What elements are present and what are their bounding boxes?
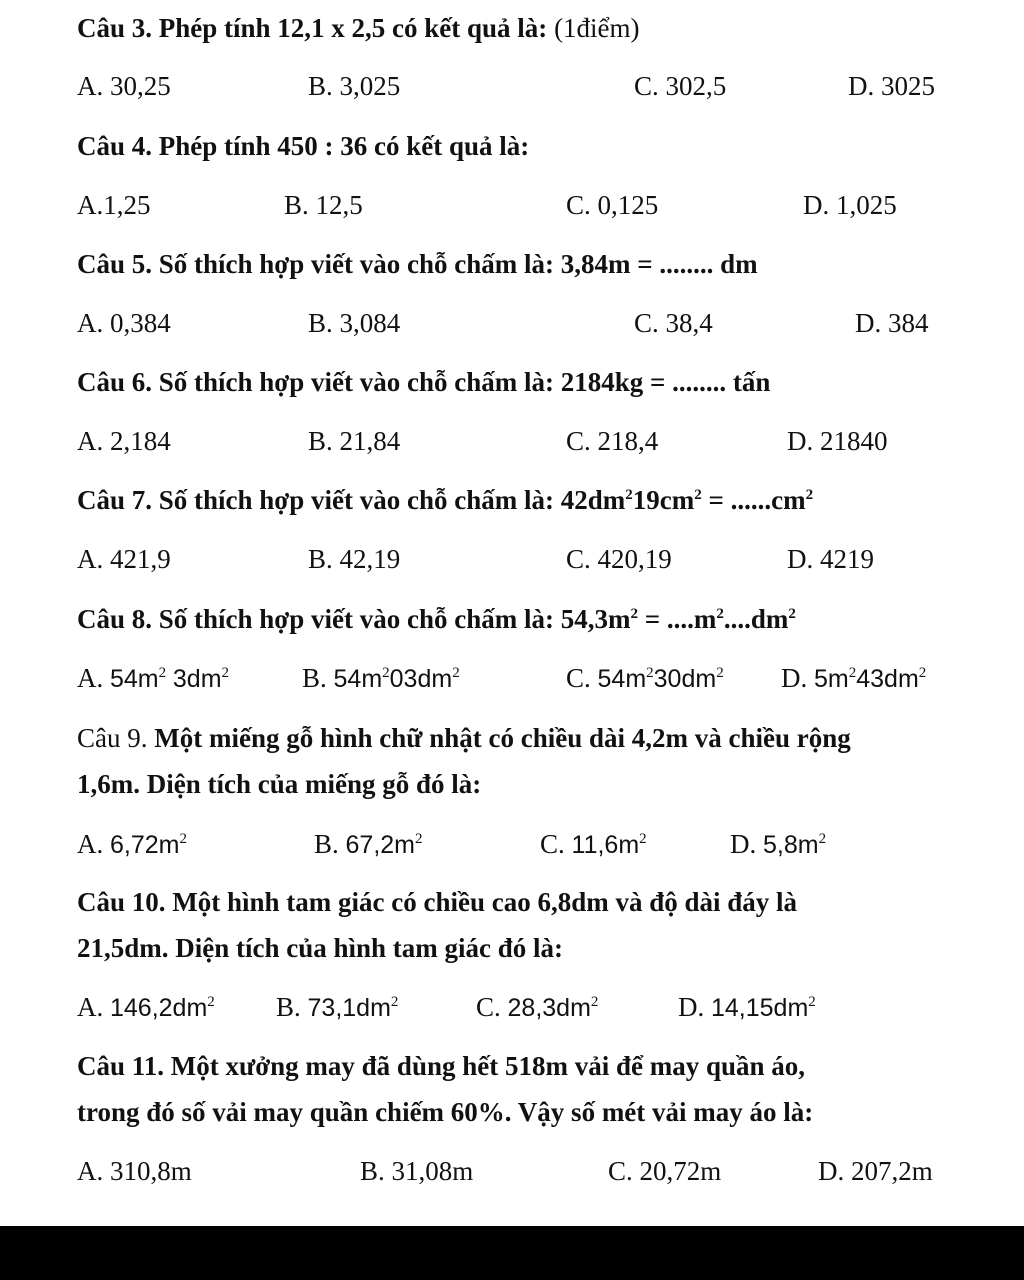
option-c[interactable]: C. 302,5 [634,71,727,101]
question-9-line-2 [77,768,481,800]
exponent: 2 [805,487,814,503]
option-c[interactable]: C. 0,125 [566,190,659,220]
question-4 [77,130,529,162]
question-3 [77,12,640,44]
option-d[interactable]: D. 384 [855,308,929,338]
blank: ........ [659,249,714,279]
question-10-line-2 [77,932,563,964]
option-b[interactable]: B. 31,08m [360,1156,474,1186]
question-text-line-2: 21,5dm. Diện tích của hình tam giác đó là: [77,933,564,963]
question-text: Phép tính 12,1 x 2,5 có kết quả là: [158,13,548,43]
option-c[interactable]: C. 218,4 [566,426,659,456]
question-11 [77,1050,805,1082]
question-text: Số thích hợp viết vào chỗ chấm là: 2184kg = [158,367,666,397]
question-label: Câu 3. [77,13,153,43]
question-text: Số thích hợp viết vào chỗ chấm là: 3,84m = [158,249,653,279]
option-d[interactable]: D. 1,025 [803,190,897,220]
question-note: (1điểm) [554,13,640,43]
question-text-3: ....dm [723,604,789,634]
unit: dm [720,249,758,279]
option-c[interactable]: C. 38,4 [634,308,713,338]
question-text-line-2: trong đó số vải may quần chiếm 60%. Vậy số mét vải may áo là: [77,1097,814,1127]
option-b[interactable]: B. $54m^203dm^2$ [302,663,460,693]
option-a[interactable]: A. 30,25 [77,71,171,101]
option-c[interactable]: C. 20,72m [608,1156,722,1186]
unit: tấn [732,367,771,397]
question-label: Câu 4. [77,131,153,161]
question-label: Câu 7. [77,485,153,515]
option-a[interactable]: A. $54m^2$ $3dm^2$ [77,663,230,693]
option-d[interactable]: D. $14,15dm^2$ [678,992,816,1022]
question-label: Câu 10. [77,887,166,917]
option-d[interactable]: D. 207,2m [818,1156,933,1186]
question-label: Câu 8. [77,604,153,634]
option-a[interactable]: A. 2,184 [77,426,171,456]
question-text: Một hình tam giác có chiều cao 6,8dm và độ dài đáy là [172,887,798,917]
exponent: 2 [694,487,702,503]
question-6 [77,366,770,398]
option-a[interactable]: A.1,25 [77,190,151,220]
question-10 [77,886,797,918]
option-b[interactable]: B. 3,025 [308,71,401,101]
exponent: 2 [625,487,633,503]
question-text: Số thích hợp viết vào chỗ chấm là: 42dm [158,485,626,515]
exponent: 2 [630,606,638,622]
option-a[interactable]: A. 421,9 [77,544,171,574]
question-label: Câu 9. [77,723,148,753]
option-c[interactable]: C. $54m^230dm^2$ [566,663,724,693]
question-11-line-2 [77,1096,813,1128]
question-9 [77,722,851,754]
question-text-3: = ......cm [701,485,806,515]
question-text: Phép tính 450 : 36 có kết quả là: [158,131,530,161]
question-label: Câu 5. [77,249,153,279]
option-c[interactable]: C. 420,19 [566,544,672,574]
option-d[interactable]: D. 3025 [848,71,935,101]
option-a[interactable]: A. $6,72m^2$ [77,829,187,859]
option-c[interactable]: C. $11,6m^2$ [540,829,647,859]
option-a[interactable]: A. $146,2dm^2$ [77,992,215,1022]
option-b[interactable]: B. 12,5 [284,190,363,220]
option-b[interactable]: B. $67,2m^2$ [314,829,423,859]
question-text: Số thích hợp viết vào chỗ chấm là: 54,3m [158,604,631,634]
option-b[interactable]: B. $73,1dm^2$ [276,992,399,1022]
question-label: Câu 6. [77,367,153,397]
bottom-black-bar [0,1226,1024,1280]
blank: ........ [672,367,727,397]
option-a[interactable]: A. 310,8m [77,1156,192,1186]
question-7 [77,484,813,516]
option-b[interactable]: B. 42,19 [308,544,401,574]
question-text: Một miếng gỗ hình chữ nhật có chiều dài 4,2m và chiều rộng [154,723,851,753]
option-b[interactable]: B. 3,084 [308,308,401,338]
exponent: 2 [788,606,796,622]
question-text-2: = ....m [637,604,717,634]
question-5 [77,248,758,280]
option-b[interactable]: B. 21,84 [308,426,401,456]
option-d[interactable]: D. $5m^243dm^2$ [781,663,927,693]
question-text-2: 19cm [632,485,695,515]
question-8 [77,603,796,635]
question-text-line-2: 1,6m. Diện tích của miếng gỗ đó là: [77,769,482,799]
question-text: Một xưởng may đã dùng hết 518m vải để may quần áo, [170,1051,806,1081]
exponent: 2 [716,606,724,622]
option-a[interactable]: A. 0,384 [77,308,171,338]
option-d[interactable]: D. 21840 [787,426,888,456]
question-label: Câu 11. [77,1051,165,1081]
option-d[interactable]: D. $5,8m^2$ [730,829,827,859]
option-d[interactable]: D. 4219 [787,544,874,574]
option-c[interactable]: C. $28,3dm^2$ [476,992,599,1022]
